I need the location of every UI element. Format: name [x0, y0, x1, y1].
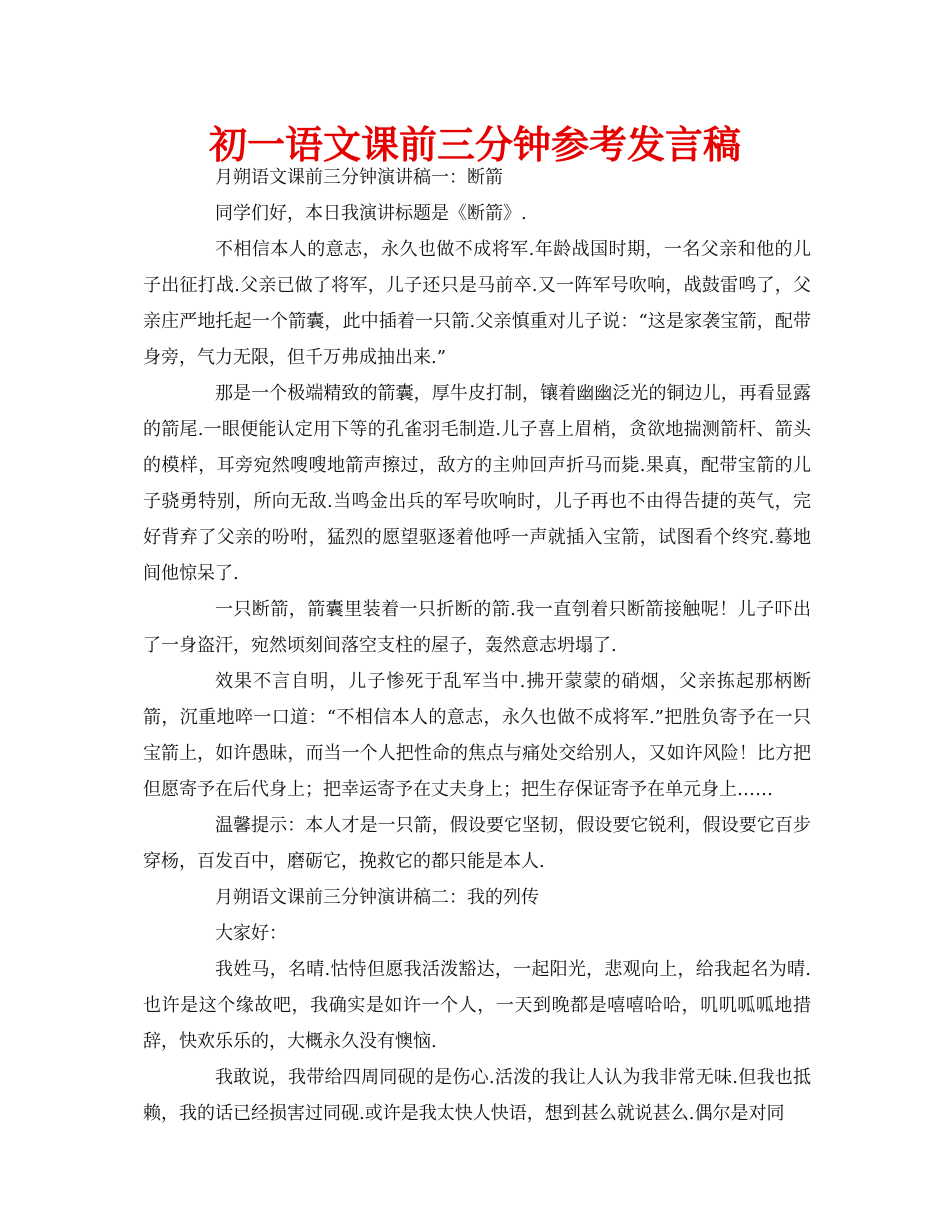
paragraph: 不相信本人的意志，永久也做不成将军.年龄战国时期，一名父亲和他的儿子出征打战.父亲已做了将军，儿子还只是马前卒.又一阵军号吹响，战鼓雷鸣了，父亲庄严地托起一个箭囊，此中插着一只箭.父亲慎重对儿子说：“这是家袭宝箭，配带身旁，气力无限，但千万弗成抽出来.” [143, 239, 811, 368]
paragraph: 那是一个极端精致的箭囊，厚牛皮打制，镶着幽幽泛光的铜边儿，再看显露的箭尾.一眼便能认定用下等的孔雀羽毛制造.儿子喜上眉梢，贪欲地揣测箭杆、箭头的模样，耳旁宛然嗖嗖地箭声擦过，敌方的主帅回声折马而毙.果真，配带宝箭的儿子骁勇特别，所向无敌.当鸣金出兵的军号吹响时，儿子再也不由得告捷的英气，完好背弃了父亲的吩咐，猛烈的愿望驱逐着他呼一声就插入宝箭，试图看个终究.蓦地间他惊呆了. [143, 383, 811, 584]
paragraph-heading-2: 月朔语文课前三分钟演讲稿二：我的列传 [215, 887, 539, 908]
document-title: 初一语文课前三分钟参考发言稿 [208, 123, 741, 167]
paragraph: 我姓马，名晴.怙恃但愿我活泼豁达，一起阳光，悲观向上，给我起名为晴.也许是这个缘故吧，我确实是如许一个人，一天到晚都是嘻嘻哈哈，叽叽呱呱地措辞，快欢乐乐的，大概永久没有懊恼. [143, 959, 811, 1052]
paragraph-greeting-2: 大家好： [215, 923, 287, 944]
document-body [143, 160, 811, 1132]
paragraph-greeting-1: 同学们好，本日我演讲标题是《断箭》. [215, 203, 527, 224]
paragraph: 一只断箭，箭囊里装着一只折断的箭.我一直刳着只断箭接触呢！儿子吓出了一身盗汗，宛然顷刻间落空支柱的屋子，轰然意志坍塌了. [143, 599, 811, 656]
paragraph: 我敢说，我带给四周同砚的是伤心.活泼的我让人认为我非常无味.但我也抵赖，我的话已经损害过同砚.或许是我太快人快语，想到甚么就说甚么.偶尔是对同 [143, 1067, 811, 1124]
paragraph-heading-1: 月朔语文课前三分钟演讲稿一：断箭 [215, 167, 503, 188]
paragraph: 效果不言自明，儿子惨死于乱军当中.拂开蒙蒙的硝烟，父亲拣起那柄断箭，沉重地啐一口道：“不相信本人的意志，永久也做不成将军.”把胜负寄予在一只宝箭上，如许愚昧，而当一个人把性命的焦点与痛处交给别人，又如许风险！比方把但愿寄予在后代身上；把幸运寄予在丈夫身上；把生存保证寄予在单元身上…… [143, 671, 811, 800]
paragraph-tip: 温馨提示：本人才是一只箭，假设要它坚韧，假设要它锐利，假设要它百步穿杨，百发百中，磨砺它，挽救它的都只能是本人. [143, 815, 811, 872]
